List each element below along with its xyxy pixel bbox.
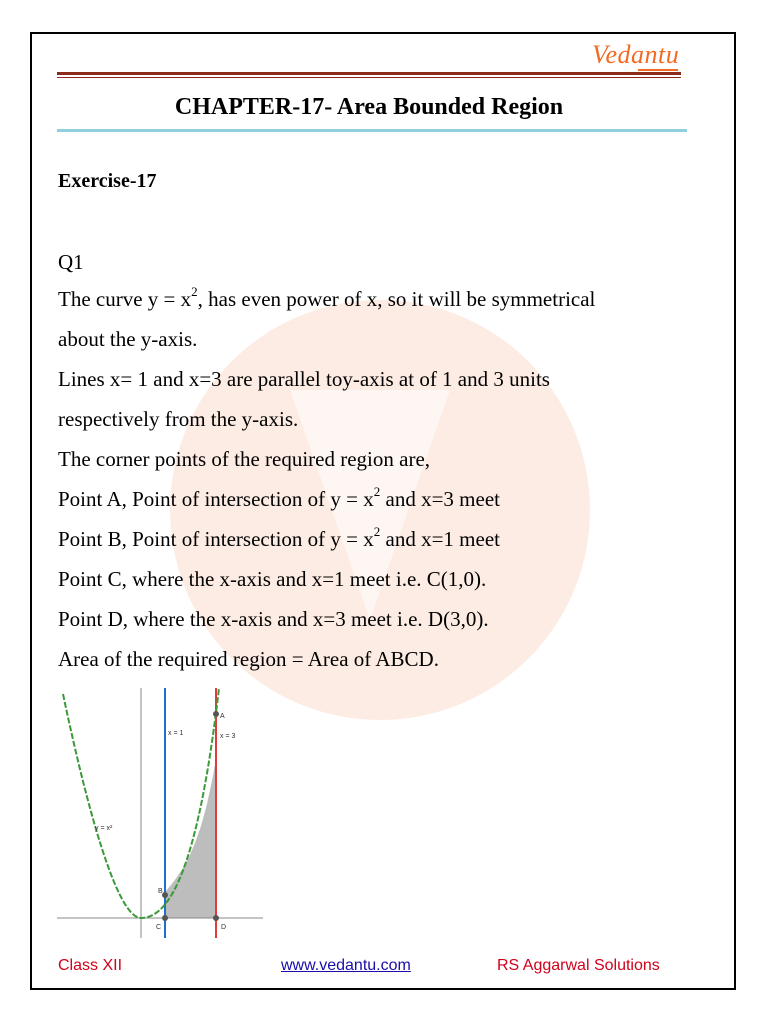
point-d-label: D (221, 924, 227, 931)
curve-label: y = x² (95, 825, 113, 832)
header-rule-thin (57, 77, 681, 78)
vedantu-logo: Vedantu (592, 40, 680, 69)
text-line: Point C, where the x-axis and x=1 meet i.e. C(1,0). (58, 567, 487, 591)
point-a-marker (213, 711, 219, 717)
exercise-heading: Exercise-17 (58, 170, 157, 192)
header-rule (57, 72, 681, 75)
line1-label: x = 1 (168, 730, 184, 737)
point-d-marker (213, 915, 219, 921)
graph-background (57, 688, 263, 938)
text-line: respectively from the y-axis. (58, 407, 299, 431)
point-b-marker (162, 892, 168, 898)
footer-book-title: RS Aggarwal Solutions (497, 957, 660, 974)
text-line: The corner points of the required region are, (58, 447, 431, 471)
line2-label: x = 3 (220, 733, 236, 740)
title-rule (57, 129, 687, 132)
text-line: Point A, Point of intersection of $y = x^2$ and x=3 meet (58, 484, 500, 511)
question-number: Q1 (58, 250, 84, 274)
footer-class: Class XII (58, 957, 123, 974)
area-graph (57, 688, 263, 938)
point-a-label: A (220, 713, 225, 720)
chapter-title: CHAPTER-17- Area Bounded Region (174, 94, 564, 120)
text-line: Point D, where the x-axis and x=3 meet i.e. D(3,0). (58, 607, 489, 631)
text-line: about the y-axis. (58, 327, 198, 351)
text-line: Area of the required region = Area of ABCD. (58, 647, 439, 671)
logo-underline (638, 69, 678, 71)
point-b-label: B (158, 888, 163, 895)
point-c-label: C (156, 924, 162, 931)
point-c-marker (162, 915, 168, 921)
footer-website-link[interactable]: www.vedantu.com (281, 957, 411, 974)
text-line: Lines x= 1 and x=3 are parallel toy-axis at of 1 and 3 units (58, 367, 550, 391)
text-line: Point B, Point of intersection of $y = x^2$ and x=1 meet (58, 524, 500, 551)
text-line: The curve $y = x^2$, has even power of x, so it will be symmetrical (58, 284, 596, 311)
